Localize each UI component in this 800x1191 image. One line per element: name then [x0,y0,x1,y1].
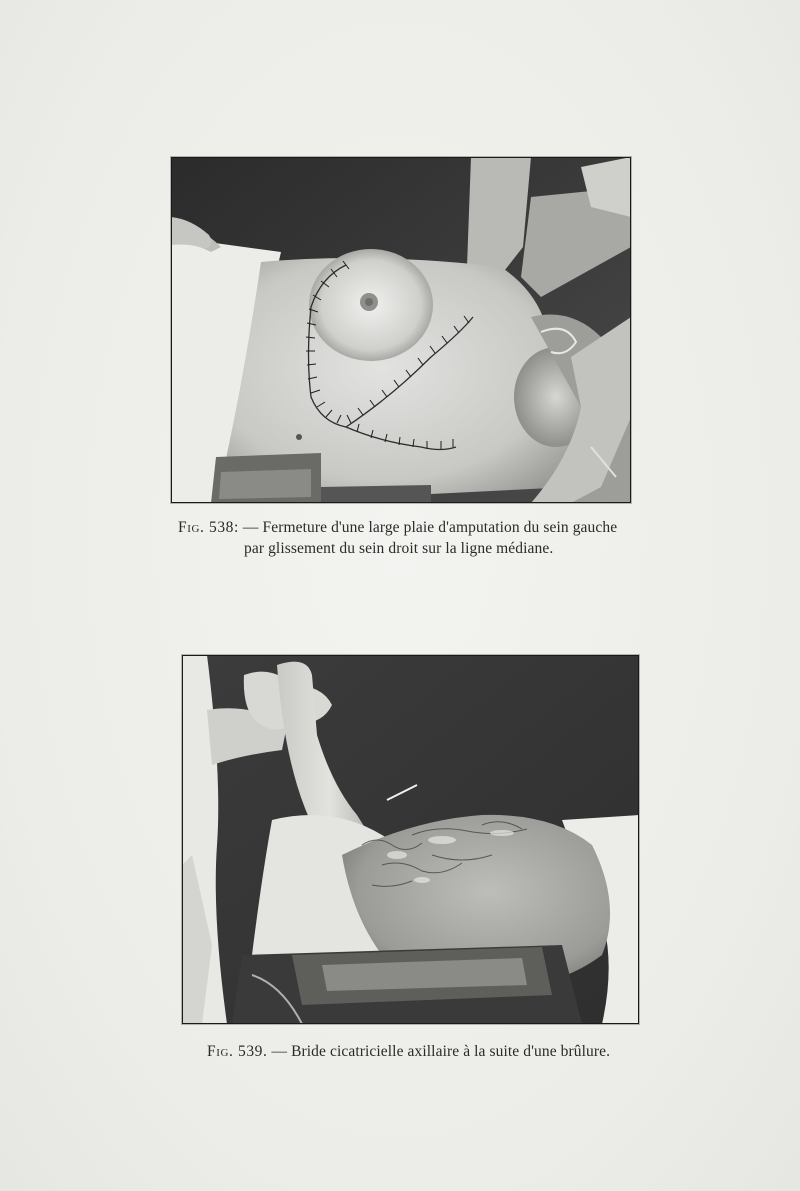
figure-539-caption-line1: — Bride cicatricielle axillaire à la suite d'une brûlure. [271,1043,611,1060]
axillary-scar-photo-icon [182,655,639,1024]
figure-538-label: Fig. 538: [178,519,239,536]
figure-539-label: Fig. 539. [207,1043,268,1060]
figure-538-caption-line2: par glissement du sein droit sur la ligne médiane. [244,540,554,557]
figure-539-caption [207,1041,637,1062]
chest-closure-photo-icon [171,157,631,503]
figure-539-photograph [182,655,639,1024]
figure-538-photograph [171,157,631,503]
figure-538-caption-line1: — Fermeture d'une large plaie d'amputation du sein gauche [242,519,618,536]
figure-538-caption [178,517,638,559]
